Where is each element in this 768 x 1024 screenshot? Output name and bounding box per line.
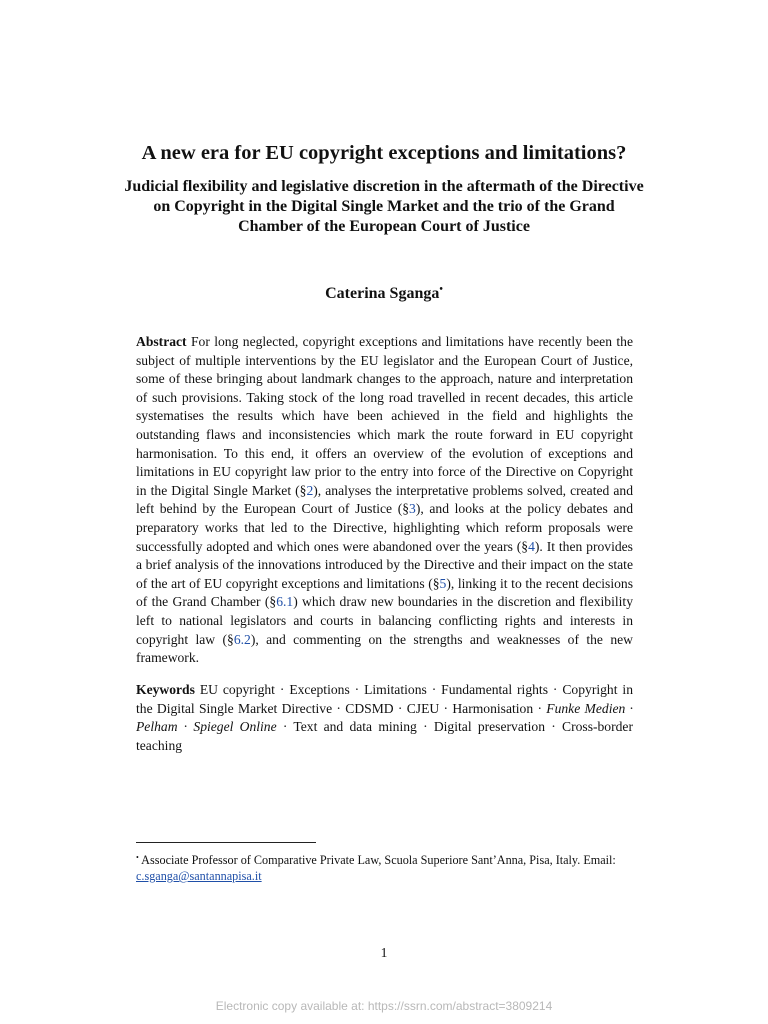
footnote-text: Associate Professor of Comparative Private Law, Scuola Superiore Sant’Anna, Pisa, Italy. Email: [138,853,616,867]
section-link-2[interactable]: 2 [306,482,314,498]
section-link-6-1[interactable]: 6.1 [276,594,294,610]
keywords-case-names: Funke Medien · Pelham · Spiegel Online [136,700,634,735]
author-footnote-marker[interactable]: • [439,284,443,295]
keywords-text: · Text and data mining · Digital preservation · Cross-border teaching [136,719,633,753]
page-number: 1 [380,945,388,960]
author-email-link[interactable]: c.sganga@santannapisa.it [136,869,262,883]
section-link-4[interactable]: 4 [528,538,535,554]
footnote-divider [136,842,316,843]
author-name: Caterina Sganga [325,285,440,302]
footnote [136,850,633,884]
abstract-label: Abstract [136,334,187,349]
section-link-3[interactable]: 3 [409,501,416,517]
abstract-text: For long neglected, copyright exceptions and limitations have recently been the subject of multiple interventions by the EU legislator and the European Court of Justice, some of these bringing about landmark changes to the approach, nature and interpretation of such provisions. Taking stock of the long road travelled in recent decades, this article systematises the results which have been achieved in the field and highlights the outstanding flaws and inconsistencies which mark the route forward in EU copyright harmonisation. To this end, it offers an overview of the evolution of exceptions and limitations in EU copyright law prior to the entry into force of the Directive on Copyright in the Digital Single Market (§ [136,334,633,498]
paper-subtitle: Judicial flexibility and legislative discretion in the aftermath of the Directive on Copyright in the Digital Single Market and the trio of the Grand Chamber of the European Court of Justice [124,178,644,235]
ssrn-notice[interactable]: Electronic copy available at: https://ssrn.com/abstract=3809214 [215,999,553,1013]
abstract-text: ), and looks at the policy debates and preparatory works that led to the Directive, highlighting which reform proposals were successfully adopted and which ones were abandoned over the years (§ [136,501,633,554]
keywords-paragraph [136,681,633,755]
footnote-marker: • [136,853,139,862]
keywords-text: EU copyright · Exceptions · Limitations · Fundamental rights · Copyright in the Digital Single Market Directive · CDSMD · CJEU · Harmonisation · [136,682,633,716]
section-link-6-2[interactable]: 6.2 [233,631,251,647]
abstract-text: ) which draw new boundaries in the discretion and flexibility left to national legislators and courts in balancing conflicting rights and interests in copyright law (§ [136,594,634,647]
abstract-text: ), linking it to the recent decisions of the Grand Chamber (§ [136,575,633,610]
abstract-paragraph [136,333,633,668]
paper-title: A new era for EU copyright exceptions and limitations? [141,142,627,164]
abstract-text: ), analyses the interpretative problems solved, created and left behind by the European Court of Justice (§ [136,482,633,517]
author-line [60,280,708,304]
abstract-text: ). It then provides a brief analysis of the innovations introduced by the Directive and their impact on the state of the art of EU copyright exceptions and limitations (§ [136,538,633,591]
abstract-text: ), and commenting on the strengths and weaknesses of the new framework. [136,631,633,666]
keywords-label: Keywords [136,682,195,697]
section-link-5[interactable]: 5 [439,575,447,591]
